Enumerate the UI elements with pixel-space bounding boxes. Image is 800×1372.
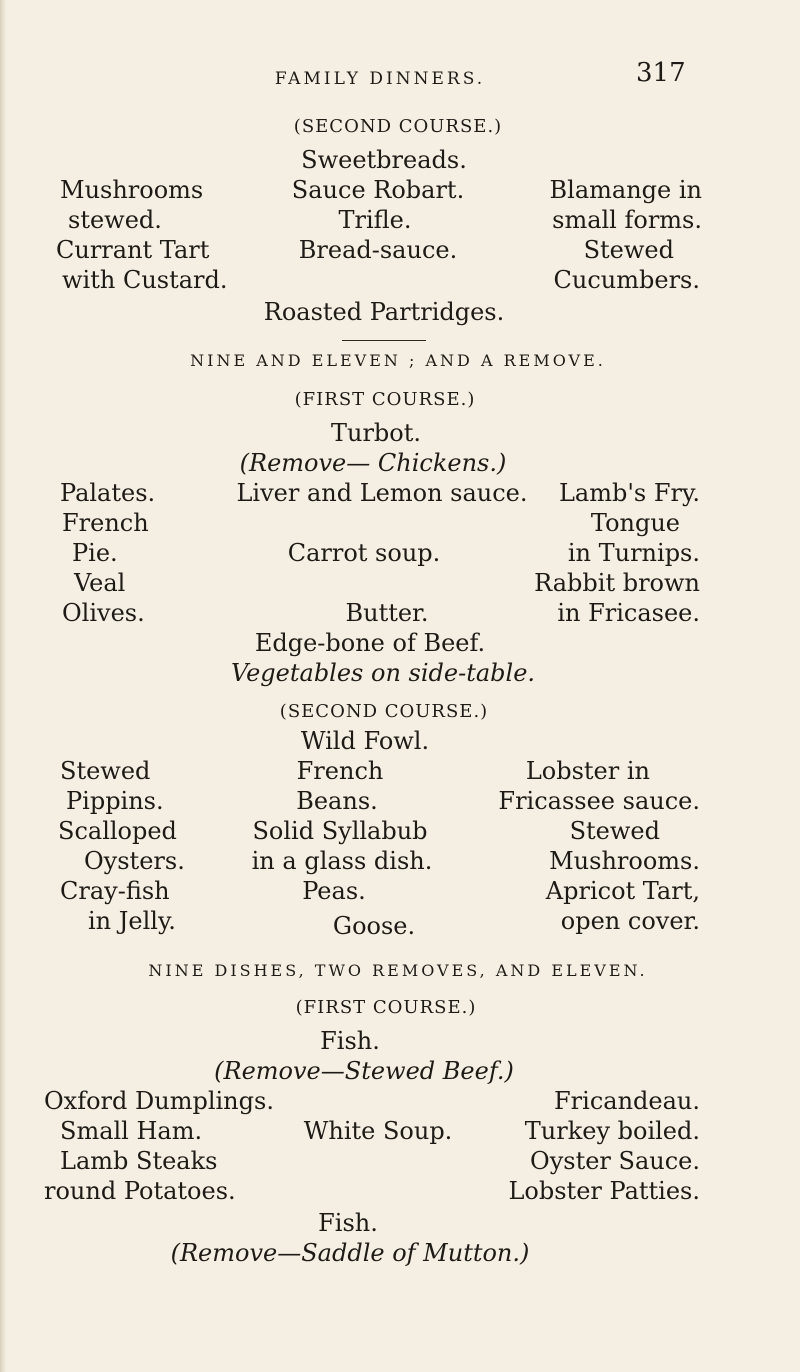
menu1-bottom-item: Roasted Partridges.: [263, 298, 505, 326]
menu2-second-right-item: Fricassee sauce.: [498, 787, 700, 815]
menu2-second-center-item: in a glass dish.: [251, 847, 433, 875]
menu3-remove-bottom: (Remove—Saddle of Mutton.): [170, 1239, 530, 1267]
menu2-second-bottom: Goose.: [332, 912, 416, 940]
menu1-right-item: Cucumbers.: [553, 266, 700, 294]
menu2-first-center-item: Butter.: [345, 599, 429, 627]
menu1-right-item: Stewed: [583, 236, 674, 264]
menu3-right-item: Fricandeau.: [554, 1087, 700, 1115]
menu2-first-top: Turbot.: [330, 419, 422, 447]
menu3-heading: NINE DISHES, TWO REMOVES, AND ELEVEN.: [148, 961, 648, 980]
menu2-first-bottom: Edge-bone of Beef.: [254, 629, 486, 657]
menu2-first-right-item: Tongue: [590, 509, 680, 537]
menu2-first-course-label: (FIRST COURSE.): [294, 389, 476, 410]
menu3-left-item: Oxford Dumplings.: [44, 1087, 274, 1115]
menu2-second-center-item: Beans.: [296, 787, 378, 815]
menu1-left-item: stewed.: [68, 206, 162, 234]
menu3-right-item: Lobster Patties.: [508, 1177, 700, 1205]
menu3-left-item: Lamb Steaks: [60, 1147, 218, 1175]
menu1-left-item: Currant Tart: [56, 236, 210, 264]
menu2-second-left-item: in Jelly.: [88, 907, 176, 935]
menu2-second-right-item: Apricot Tart,: [545, 877, 700, 905]
menu1-left-item: with Custard.: [62, 266, 228, 294]
menu1-center-item: Sauce Robart.: [291, 176, 465, 204]
menu1-left-item: Mushrooms: [60, 176, 204, 204]
menu2-second-center-item: French: [296, 757, 384, 785]
menu2-second-course-label: (SECOND COURSE.): [279, 701, 489, 722]
menu2-first-center-item: Liver and Lemon sauce.: [236, 479, 528, 507]
menu2-first-left-item: Olives.: [62, 599, 145, 627]
menu1-center-item: Trifle.: [338, 206, 412, 234]
menu2-second-top: Wild Fowl.: [300, 727, 430, 755]
menu2-first-right-item: in Turnips.: [567, 539, 700, 567]
menu3-top: Fish.: [320, 1027, 380, 1055]
menu2-second-center-item: Peas.: [302, 877, 366, 905]
page-number: 317: [636, 58, 686, 88]
menu2-second-right-item: Mushrooms.: [549, 847, 700, 875]
menu2-second-center-item: Solid Syllabub: [252, 817, 428, 845]
menu2-second-right-item: Lobster in: [525, 757, 650, 785]
menu2-second-right-item: Stewed: [569, 817, 660, 845]
menu3-course-label: (FIRST COURSE.): [295, 997, 477, 1018]
menu2-first-left-item: French: [62, 509, 149, 537]
menu2-second-left-item: Pippins.: [66, 787, 164, 815]
menu1-center-item: Bread-sauce.: [298, 236, 458, 264]
menu2-second-left-item: Stewed: [60, 757, 151, 785]
menu2-first-note: Vegetables on side-table.: [230, 659, 536, 687]
menu1-center-item: Sweetbreads.: [301, 146, 467, 174]
menu3-left-item: round Potatoes.: [44, 1177, 236, 1205]
menu2-first-left-item: Veal: [74, 569, 126, 597]
menu3-center-item: White Soup.: [303, 1117, 453, 1145]
menu2-first-left-item: Palates.: [60, 479, 156, 507]
page-edge-shadow: [0, 0, 6, 1372]
menu2-first-left-item: Pie.: [72, 539, 118, 567]
menu2-first-right-item: in Fricasee.: [557, 599, 700, 627]
menu3-left-item: Small Ham.: [60, 1117, 203, 1145]
menu2-second-left-item: Cray-fish: [60, 877, 170, 905]
menu2-second-left-item: Oysters.: [84, 847, 185, 875]
menu3-remove-top: (Remove—Stewed Beef.): [214, 1057, 514, 1085]
menu3-right-item: Turkey boiled.: [524, 1117, 700, 1145]
menu2-first-right-item: Lamb's Fry.: [558, 479, 700, 507]
menu3-bottom: Fish.: [318, 1209, 378, 1237]
menu3-right-item: Oyster Sauce.: [530, 1147, 700, 1175]
running-title: FAMILY DINNERS.: [274, 69, 486, 89]
menu2-first-right-item: Rabbit brown: [534, 569, 700, 597]
menu2-first-center-item: Carrot soup.: [287, 539, 441, 567]
menu2-heading: NINE AND ELEVEN ; AND A REMOVE.: [190, 351, 606, 370]
menu1-course-label: (SECOND COURSE.): [293, 116, 503, 137]
menu2-second-left-item: Scalloped: [58, 817, 177, 845]
section-divider: [342, 340, 426, 341]
menu1-right-item: small forms.: [552, 206, 702, 234]
menu1-right-item: Blamange in: [549, 176, 702, 204]
menu2-second-right-item: open cover.: [560, 907, 700, 935]
menu2-first-remove: (Remove— Chickens.): [239, 449, 507, 477]
